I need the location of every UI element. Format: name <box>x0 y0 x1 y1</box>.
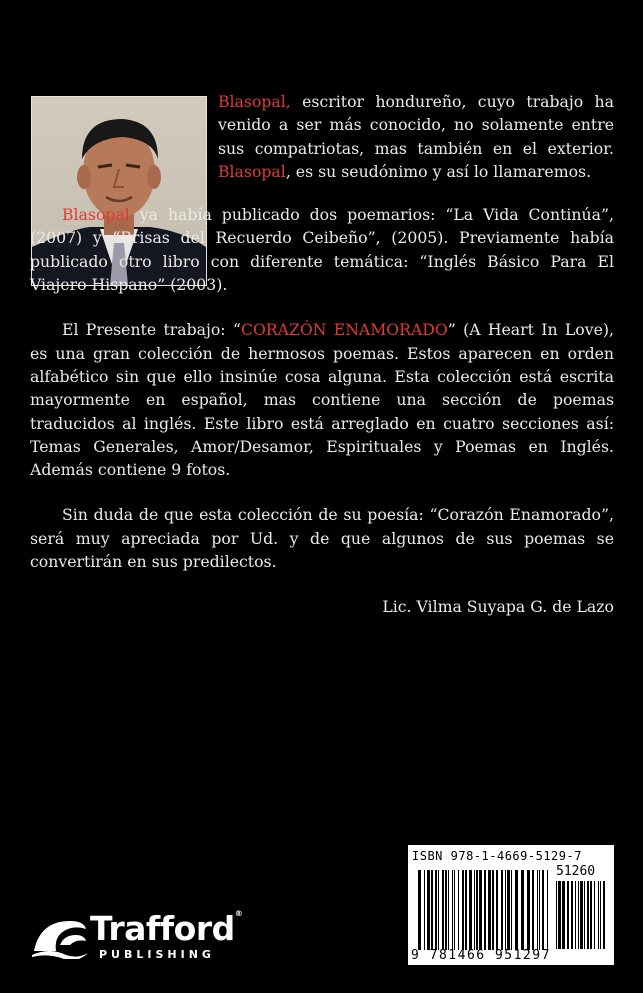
wave-icon <box>30 915 88 959</box>
barcode-bar <box>537 870 538 950</box>
barcode-bar <box>458 870 459 950</box>
barcode-bar <box>445 870 447 950</box>
publisher-logo <box>30 911 260 967</box>
barcode-bar <box>571 881 573 949</box>
barcode-bar <box>575 881 576 949</box>
author-name: Blasopal <box>218 161 286 181</box>
author-name: Blasopal, <box>218 92 291 111</box>
barcode-bar <box>427 870 430 950</box>
barcode-bar <box>556 881 557 949</box>
barcode-bar <box>505 870 506 950</box>
barcode-bar <box>567 881 569 949</box>
author-name: Blasopal <box>62 205 130 225</box>
barcode-bar <box>479 870 482 950</box>
barcode-bar <box>454 870 455 950</box>
publications-paragraph: Blasopal ya había publicado dos poemarios: “La Vida Continúa”, (2007) y “Brisas del Recuerdo Ceibeño”, (2005). Previamente había publicado otro libro con diferente temática: “Inglés Básico Para El Viajero Hispano” (2003). <box>30 205 614 295</box>
trademark: ® <box>234 909 243 918</box>
barcode-bar <box>452 870 453 950</box>
barcode-bar <box>501 870 503 950</box>
barcode-bar <box>476 870 478 950</box>
barcode-bar <box>418 870 421 950</box>
barcode-bar <box>496 870 498 950</box>
isbn-barcode <box>408 845 614 965</box>
barcode-bar <box>547 870 548 950</box>
barcode-bar <box>587 881 589 949</box>
barcode-bar <box>521 870 524 950</box>
barcode-bar <box>435 870 437 950</box>
barcode-bar <box>590 881 592 949</box>
barcode-bar <box>598 881 599 949</box>
barcode-bar <box>448 870 449 950</box>
barcode-bar <box>515 870 518 950</box>
barcode-bar <box>511 870 512 950</box>
signature: Lic. Vilma Suyapa G. de Lazo <box>382 597 614 617</box>
ean-bars <box>418 870 550 950</box>
barcode-bar <box>539 870 540 950</box>
barcode-bar <box>442 870 444 950</box>
intro-paragraph: Blasopal, escritor hondureño, cuyo trabajo ha venido a ser más conocido, no solamente entre sus compatriotas, mas también en el exterior. Blasopal, es su seudónimo y así lo llamaremos. <box>218 92 614 181</box>
barcode-bar <box>532 870 534 950</box>
barcode-bar <box>578 881 579 949</box>
barcode-bar <box>465 870 467 950</box>
barcode-bar <box>484 870 486 950</box>
barcode-bar <box>558 881 561 949</box>
barcode-bar <box>542 870 544 950</box>
barcode-bar <box>562 881 565 949</box>
book-description-paragraph: El Presente trabajo: “CORAZÓN ENAMORADO” (A Heart In Love), es una gran colección de hermosos poemas. Estos aparecen en orden alfabético sin que ello insinúe cosa alguna. Esta colección está escrita mayormente en español, mas contiene una sección de poemas traducidos al inglés. Este libro está arreglado en cuatro secciones así: Temas Generales, Amor/Desamor, Espirituales y Poemas en Inglés. Además contiene 9 fotos. <box>30 320 614 480</box>
barcode-bar <box>438 870 439 950</box>
barcode-bar <box>488 870 491 950</box>
barcode-bar <box>600 881 601 949</box>
barcode-bar <box>584 881 585 949</box>
barcode-bar <box>492 870 494 950</box>
barcode-bar <box>507 870 510 950</box>
book-title: CORAZÓN ENAMORADO <box>240 320 448 340</box>
barcode-bar <box>424 870 425 950</box>
closing-paragraph: Sin duda de que esta colección de su poesía: “Corazón Enamorado”, será muy apreciada por Ud. y de que algunos de sus poemas se convertirán en sus predilectos. <box>30 505 614 572</box>
barcode-bar <box>474 870 475 950</box>
barcode-bar <box>469 870 472 950</box>
barcode-bar <box>462 870 464 950</box>
publisher-name: Trafford <box>90 909 235 948</box>
publisher-subtitle: PUBLISHING <box>99 948 215 961</box>
ean-digits: 9 781466 951297 <box>411 948 551 963</box>
addon-bars <box>556 881 608 949</box>
price-code: 51260 <box>556 864 596 879</box>
barcode-bar <box>431 870 433 950</box>
barcode-bar <box>594 881 595 949</box>
isbn-label: ISBN 978-1-4669-5129-7 <box>412 849 582 863</box>
barcode-bar <box>580 881 583 949</box>
back-cover-text <box>30 90 614 619</box>
barcode-bar <box>603 881 605 949</box>
barcode-bar <box>527 870 530 950</box>
